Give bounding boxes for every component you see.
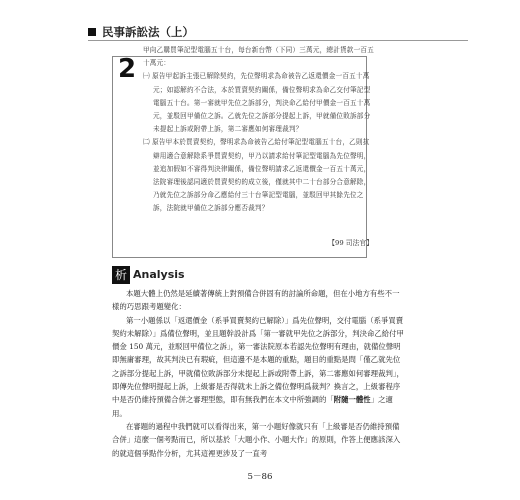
analysis-paragraph-2-end: 」之適用。 (112, 395, 393, 418)
header-title: 民事訴訟法（上） (102, 25, 194, 39)
question-text (143, 44, 376, 216)
question-number: 2 (118, 54, 137, 84)
analysis-paragraph-2 (112, 314, 404, 420)
page-header (88, 24, 194, 40)
analysis-paragraph-3: 在審題的過程中我們就可以看得出來，第一小題好像就只有「上級審是否仍維持預備合併」這麼一個考點而已，所以基於「大題小作、小題大作」的原則，作答上便應該深入的就這個爭點作分析，尤其這裡更涉及了一直考 (112, 421, 401, 458)
analysis-title: Analysis (133, 268, 185, 281)
analysis-key-term: 附隨一體性 (333, 395, 371, 405)
header-divider (88, 40, 468, 41)
page-number: 5－86 (247, 472, 273, 482)
analysis-paragraph-1: 本題大體上仍然是延續著傳統上對預備合併固有的討論所命題，但在小地方有些不一樣的巧思跟考題變化： (112, 289, 400, 312)
analysis-paragraph-2-text: 第一小題係以「返還價金（系爭買賣契約已解除）」爲先位聲明，交付電腦（系爭買賣契約未解除）」爲備位聲明，並且題幹設計爲「第一審就甲先位之訴部分，判決命乙給付甲價金 150 萬元，並駁回甲備位之訴」，第一審法院原本若認先位聲明有理由，就備位聲明即無庸審理，故其判決已有瑕疵，但這邊不是本題的重點，題目的重點是問「僅乙就先位之訴部分提起上訴，甲就備位敗訴部分未提起上訴或附帶上訴，第二審應如何審理裁判」，即傳先位聲明提起上訴，上級審是否得就未上訴之備位聲明爲裁判？換言之，上級審程序中是否仍維持預備合併之審理型態，即有無我們在本文中所強調的「 (112, 315, 404, 405)
question-source: 【99 司法官】 (328, 239, 373, 247)
question-item-2: ㈡ 原告甲本於買賣契約，聲明求為命被告乙給付筆記型電腦五十台，乙則抗辯用適合意解除系爭買賣契約，甲乃以請求給付筆記型電腦為先位聲明，並追加假如不審得判決律關係，備位聲明請求乙返還價金一百五十萬元，法院審理後認同適於買賣契約的成立後，僅就其中二十台部分合意解除，乃就先位之訴部分命乙應給付三十台筆記型電腦，並駁回甲其餘先位之訴，法院就甲備位之訴部分應否裁判？ (143, 138, 371, 213)
header-square-icon (88, 28, 96, 36)
question-intro: 甲向乙購買筆記型電腦五十台，每台新台幣（下同）三萬元，總計貨款一百五十萬元： (143, 46, 374, 68)
analysis-badge-icon: 析 (112, 266, 130, 284)
question-item-1: ㈠ 原告甲起訴主張已解除契約，先位聲明求為命被告乙返還價金一百五十萬元；如認解約不合法，本於買賣契約關係，備位聲明求為命乙交付筆記型電腦五十台。第一審就甲先位之訴部分，判決命乙給付甲價金一百五十萬元，並駁回甲備位之訴。乙就先位之訴部分提起上訴，甲就備位敗訴部分未提起上訴或附帶上訴，第二審應如何審理裁判？ (143, 72, 371, 134)
analysis-body (112, 287, 404, 460)
